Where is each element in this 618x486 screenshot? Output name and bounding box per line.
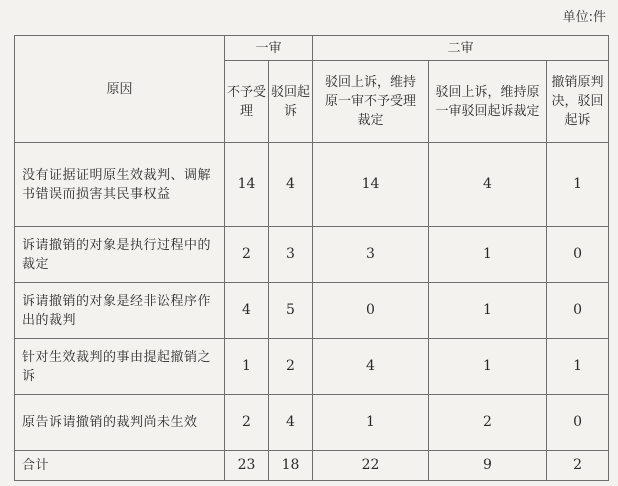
value-cell: 4 xyxy=(225,283,269,339)
value-cell: 2 xyxy=(225,395,269,451)
reason-cell: 诉请撤销的对象是经非讼程序作出的裁判 xyxy=(15,283,225,339)
value-cell: 1 xyxy=(429,339,547,395)
value-cell: 2 xyxy=(429,395,547,451)
value-cell: 4 xyxy=(313,339,429,395)
value-cell: 1 xyxy=(225,339,269,395)
value-cell: 1 xyxy=(547,339,609,395)
table-row xyxy=(15,227,609,283)
sub-header-not-accepted: 不予受理 xyxy=(225,61,269,143)
value-cell: 4 xyxy=(269,395,313,451)
value-cell: 4 xyxy=(429,143,547,227)
table-row xyxy=(15,339,609,395)
first-instance-header: 一审 xyxy=(225,36,313,61)
value-cell: 1 xyxy=(429,283,547,339)
total-label: 合计 xyxy=(15,451,225,481)
value-cell: 0 xyxy=(547,395,609,451)
unit-label: 单位:件 xyxy=(562,10,606,25)
value-cell: 14 xyxy=(225,143,269,227)
value-cell: 0 xyxy=(547,227,609,283)
value-cell: 3 xyxy=(313,227,429,283)
total-value-cell: 18 xyxy=(269,451,313,481)
sub-header-dismissed: 驳回起诉 xyxy=(269,61,313,143)
value-cell: 4 xyxy=(269,143,313,227)
value-cell: 3 xyxy=(269,227,313,283)
value-cell: 2 xyxy=(225,227,269,283)
reason-cell: 没有证据证明原生效裁判、调解书错误而损害其民事权益 xyxy=(15,143,225,227)
table-row xyxy=(15,283,609,339)
total-value-cell: 22 xyxy=(313,451,429,481)
value-cell: 0 xyxy=(547,283,609,339)
value-cell: 1 xyxy=(313,395,429,451)
value-cell: 1 xyxy=(547,143,609,227)
reason-cell: 诉请撤销的对象是执行过程中的裁定 xyxy=(15,227,225,283)
sub-header-revoked: 撤销原判决，驳回起诉 xyxy=(547,61,609,143)
sub-header-appeal-dismissed: 驳回上诉，维持原一审驳回起诉裁定 xyxy=(429,61,547,143)
total-value-cell: 9 xyxy=(429,451,547,481)
value-cell: 2 xyxy=(269,339,313,395)
reason-header: 原因 xyxy=(15,36,225,143)
sub-header-appeal-not-accepted: 驳回上诉，维持原一审不予受理裁定 xyxy=(313,61,429,143)
total-value-cell: 2 xyxy=(547,451,609,481)
second-instance-header: 二审 xyxy=(313,36,609,61)
reason-cell: 原告诉请撤销的裁判尚未生效 xyxy=(15,395,225,451)
statistics-table xyxy=(14,35,609,481)
reason-cell: 针对生效裁判的事由提起撤销之诉 xyxy=(15,339,225,395)
table-row xyxy=(15,395,609,451)
value-cell: 1 xyxy=(429,227,547,283)
value-cell: 14 xyxy=(313,143,429,227)
table-row xyxy=(15,143,609,227)
total-row xyxy=(15,451,609,481)
value-cell: 5 xyxy=(269,283,313,339)
value-cell: 0 xyxy=(313,283,429,339)
total-value-cell: 23 xyxy=(225,451,269,481)
